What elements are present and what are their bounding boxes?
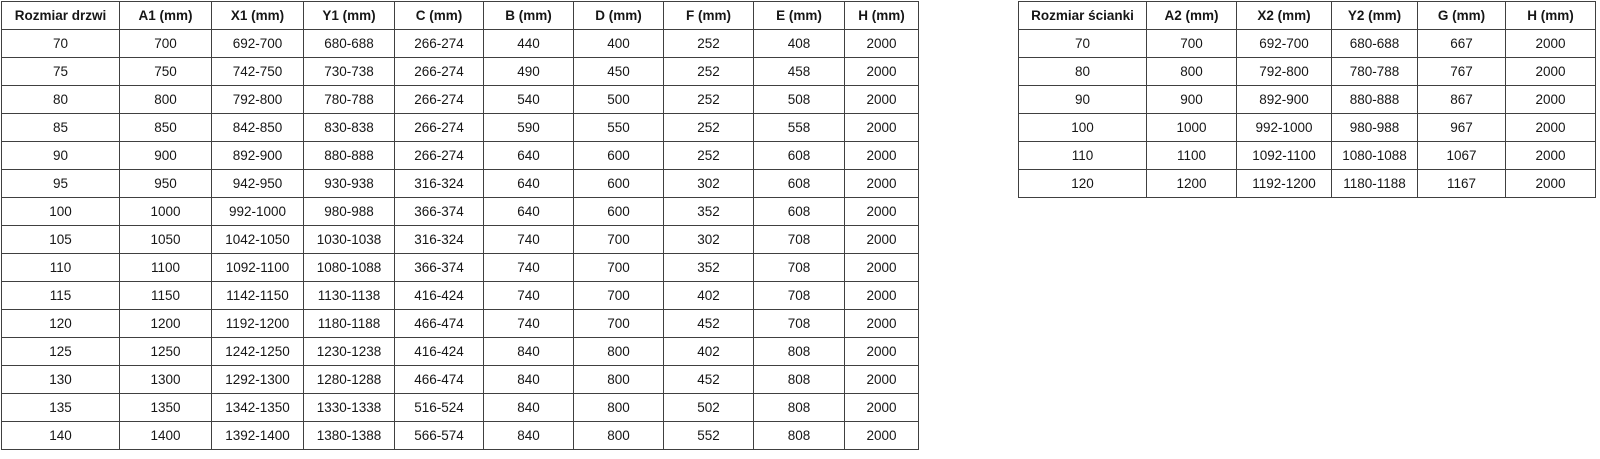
wall-table-cell: 2000 bbox=[1506, 86, 1596, 114]
wall-table-row bbox=[1019, 114, 1596, 142]
wall-table-cell: 667 bbox=[1418, 30, 1506, 58]
door-table-header: F (mm) bbox=[664, 2, 754, 30]
door-table-cell: 700 bbox=[574, 282, 664, 310]
wall-table-cell: 1100 bbox=[1147, 142, 1237, 170]
wall-table-cell: 1167 bbox=[1418, 170, 1506, 198]
door-table-cell: 252 bbox=[664, 86, 754, 114]
door-table-cell: 566-574 bbox=[395, 422, 484, 450]
door-table-cell: 840 bbox=[484, 422, 574, 450]
door-table-cell: 708 bbox=[754, 282, 845, 310]
door-table-cell: 892-900 bbox=[212, 142, 304, 170]
door-table-cell: 135 bbox=[2, 394, 120, 422]
door-table-cell: 950 bbox=[120, 170, 212, 198]
door-table-cell: 1280-1288 bbox=[304, 366, 395, 394]
wall-table-cell: 780-788 bbox=[1332, 58, 1418, 86]
door-table-cell: 700 bbox=[574, 310, 664, 338]
door-table-cell: 800 bbox=[120, 86, 212, 114]
door-table-cell: 266-274 bbox=[395, 30, 484, 58]
door-table-cell: 400 bbox=[574, 30, 664, 58]
wall-table-row bbox=[1019, 142, 1596, 170]
wall-table-header: Rozmiar ścianki bbox=[1019, 2, 1147, 30]
door-table-cell: 130 bbox=[2, 366, 120, 394]
door-table-cell: 830-838 bbox=[304, 114, 395, 142]
wall-table-row bbox=[1019, 30, 1596, 58]
wall-table-cell: 2000 bbox=[1506, 30, 1596, 58]
door-table-cell: 125 bbox=[2, 338, 120, 366]
door-table-cell: 930-938 bbox=[304, 170, 395, 198]
wall-table-cell: 120 bbox=[1019, 170, 1147, 198]
door-table-cell: 80 bbox=[2, 86, 120, 114]
door-table-row bbox=[2, 422, 919, 450]
door-table-cell: 508 bbox=[754, 86, 845, 114]
door-table-cell: 550 bbox=[574, 114, 664, 142]
door-table-cell: 780-788 bbox=[304, 86, 395, 114]
door-table-cell: 840 bbox=[484, 366, 574, 394]
wall-table-cell: 980-988 bbox=[1332, 114, 1418, 142]
door-table-cell: 402 bbox=[664, 282, 754, 310]
door-table-cell: 402 bbox=[664, 338, 754, 366]
door-table-header: D (mm) bbox=[574, 2, 664, 30]
door-table-cell: 1380-1388 bbox=[304, 422, 395, 450]
door-table-cell: 1242-1250 bbox=[212, 338, 304, 366]
door-table-cell: 452 bbox=[664, 310, 754, 338]
wall-table-cell: 800 bbox=[1147, 58, 1237, 86]
door-table-cell: 800 bbox=[574, 366, 664, 394]
wall-table-cell: 2000 bbox=[1506, 142, 1596, 170]
door-table-row bbox=[2, 394, 919, 422]
door-table-cell: 1050 bbox=[120, 226, 212, 254]
door-table-cell: 1350 bbox=[120, 394, 212, 422]
door-sizes-table bbox=[1, 1, 919, 450]
door-table-cell: 2000 bbox=[845, 170, 919, 198]
door-table-cell: 800 bbox=[574, 422, 664, 450]
door-table-cell: 115 bbox=[2, 282, 120, 310]
door-table-cell: 942-950 bbox=[212, 170, 304, 198]
door-table-cell: 1400 bbox=[120, 422, 212, 450]
wall-table-cell: 767 bbox=[1418, 58, 1506, 86]
door-table-cell: 740 bbox=[484, 282, 574, 310]
door-table-cell: 1030-1038 bbox=[304, 226, 395, 254]
door-table-cell: 302 bbox=[664, 226, 754, 254]
door-table-cell: 708 bbox=[754, 226, 845, 254]
door-table-cell: 2000 bbox=[845, 254, 919, 282]
door-table-cell: 900 bbox=[120, 142, 212, 170]
door-table-cell: 366-374 bbox=[395, 254, 484, 282]
door-table-cell: 1180-1188 bbox=[304, 310, 395, 338]
door-table-cell: 266-274 bbox=[395, 58, 484, 86]
door-table-cell: 266-274 bbox=[395, 114, 484, 142]
door-table-cell: 105 bbox=[2, 226, 120, 254]
door-table-cell: 316-324 bbox=[395, 170, 484, 198]
door-table-cell: 416-424 bbox=[395, 282, 484, 310]
wall-table-cell: 70 bbox=[1019, 30, 1147, 58]
door-table-cell: 1392-1400 bbox=[212, 422, 304, 450]
wall-table-cell: 80 bbox=[1019, 58, 1147, 86]
door-table-cell: 2000 bbox=[845, 142, 919, 170]
door-table-cell: 750 bbox=[120, 58, 212, 86]
door-table-cell: 500 bbox=[574, 86, 664, 114]
door-table-cell: 490 bbox=[484, 58, 574, 86]
wall-table-header: Y2 (mm) bbox=[1332, 2, 1418, 30]
door-table-cell: 502 bbox=[664, 394, 754, 422]
door-table-cell: 266-274 bbox=[395, 86, 484, 114]
door-table-cell: 2000 bbox=[845, 422, 919, 450]
door-table-cell: 708 bbox=[754, 310, 845, 338]
door-table-row bbox=[2, 226, 919, 254]
wall-table-cell: 680-688 bbox=[1332, 30, 1418, 58]
door-table-cell: 740 bbox=[484, 226, 574, 254]
wall-table-cell: 900 bbox=[1147, 86, 1237, 114]
door-table-row bbox=[2, 114, 919, 142]
door-table-cell: 252 bbox=[664, 142, 754, 170]
wall-table-cell: 1067 bbox=[1418, 142, 1506, 170]
door-table-cell: 1250 bbox=[120, 338, 212, 366]
door-table-header: H (mm) bbox=[845, 2, 919, 30]
wall-table-header-row bbox=[1019, 2, 1596, 30]
door-table-cell: 1330-1338 bbox=[304, 394, 395, 422]
door-table-header-row bbox=[2, 2, 919, 30]
door-table-cell: 680-688 bbox=[304, 30, 395, 58]
door-table-cell: 452 bbox=[664, 366, 754, 394]
door-table-cell: 850 bbox=[120, 114, 212, 142]
door-table-cell: 808 bbox=[754, 422, 845, 450]
door-table-cell: 808 bbox=[754, 366, 845, 394]
wall-table-header: X2 (mm) bbox=[1237, 2, 1332, 30]
wall-table-cell: 90 bbox=[1019, 86, 1147, 114]
door-table-cell: 252 bbox=[664, 30, 754, 58]
door-table-cell: 458 bbox=[754, 58, 845, 86]
door-table-header: Y1 (mm) bbox=[304, 2, 395, 30]
door-table-header: E (mm) bbox=[754, 2, 845, 30]
wall-table-cell: 1200 bbox=[1147, 170, 1237, 198]
door-table-cell: 366-374 bbox=[395, 198, 484, 226]
door-table-cell: 700 bbox=[120, 30, 212, 58]
door-table-cell: 110 bbox=[2, 254, 120, 282]
door-table-cell: 552 bbox=[664, 422, 754, 450]
door-table-cell: 75 bbox=[2, 58, 120, 86]
door-table-cell: 2000 bbox=[845, 86, 919, 114]
door-table-cell: 302 bbox=[664, 170, 754, 198]
door-table-cell: 70 bbox=[2, 30, 120, 58]
door-table-cell: 708 bbox=[754, 254, 845, 282]
door-table-header: B (mm) bbox=[484, 2, 574, 30]
door-table-cell: 1200 bbox=[120, 310, 212, 338]
door-table-cell: 692-700 bbox=[212, 30, 304, 58]
wall-table-cell: 892-900 bbox=[1237, 86, 1332, 114]
wall-table-cell: 692-700 bbox=[1237, 30, 1332, 58]
door-table-cell: 1292-1300 bbox=[212, 366, 304, 394]
door-table-cell: 540 bbox=[484, 86, 574, 114]
door-table-cell: 800 bbox=[574, 394, 664, 422]
door-table-cell: 2000 bbox=[845, 30, 919, 58]
door-table-cell: 416-424 bbox=[395, 338, 484, 366]
door-table-cell: 590 bbox=[484, 114, 574, 142]
door-table-cell: 352 bbox=[664, 254, 754, 282]
wall-table-row bbox=[1019, 58, 1596, 86]
door-table-cell: 352 bbox=[664, 198, 754, 226]
door-table-cell: 792-800 bbox=[212, 86, 304, 114]
door-table-cell: 558 bbox=[754, 114, 845, 142]
door-table-row bbox=[2, 58, 919, 86]
door-table-cell: 2000 bbox=[845, 394, 919, 422]
wall-table-cell: 1000 bbox=[1147, 114, 1237, 142]
door-table-cell: 640 bbox=[484, 170, 574, 198]
door-table-cell: 880-888 bbox=[304, 142, 395, 170]
door-table-row bbox=[2, 366, 919, 394]
wall-table-header: H (mm) bbox=[1506, 2, 1596, 30]
door-table-row bbox=[2, 86, 919, 114]
wall-table-cell: 700 bbox=[1147, 30, 1237, 58]
door-table-cell: 85 bbox=[2, 114, 120, 142]
door-table-header: X1 (mm) bbox=[212, 2, 304, 30]
door-table-cell: 1092-1100 bbox=[212, 254, 304, 282]
door-table-header: C (mm) bbox=[395, 2, 484, 30]
door-table-cell: 120 bbox=[2, 310, 120, 338]
wall-table-cell: 792-800 bbox=[1237, 58, 1332, 86]
door-table-cell: 600 bbox=[574, 198, 664, 226]
door-table-cell: 2000 bbox=[845, 226, 919, 254]
door-table-cell: 1300 bbox=[120, 366, 212, 394]
wall-table-header: G (mm) bbox=[1418, 2, 1506, 30]
door-table-cell: 252 bbox=[664, 58, 754, 86]
door-table-row bbox=[2, 282, 919, 310]
door-table-cell: 450 bbox=[574, 58, 664, 86]
door-table-cell: 608 bbox=[754, 198, 845, 226]
door-table-cell: 90 bbox=[2, 142, 120, 170]
door-table-cell: 808 bbox=[754, 338, 845, 366]
door-table-cell: 608 bbox=[754, 142, 845, 170]
wall-table-cell: 992-1000 bbox=[1237, 114, 1332, 142]
door-table-header: A1 (mm) bbox=[120, 2, 212, 30]
door-table-cell: 95 bbox=[2, 170, 120, 198]
door-table-cell: 640 bbox=[484, 198, 574, 226]
door-table-cell: 2000 bbox=[845, 366, 919, 394]
door-table-cell: 2000 bbox=[845, 198, 919, 226]
wall-sizes-table bbox=[1018, 1, 1596, 198]
door-table-cell: 408 bbox=[754, 30, 845, 58]
door-table-cell: 1042-1050 bbox=[212, 226, 304, 254]
door-table-cell: 1000 bbox=[120, 198, 212, 226]
door-table-cell: 1080-1088 bbox=[304, 254, 395, 282]
wall-table-cell: 2000 bbox=[1506, 170, 1596, 198]
door-table-cell: 1130-1138 bbox=[304, 282, 395, 310]
door-table-cell: 640 bbox=[484, 142, 574, 170]
door-table-cell: 700 bbox=[574, 254, 664, 282]
door-table-row bbox=[2, 198, 919, 226]
door-table-cell: 252 bbox=[664, 114, 754, 142]
door-table-cell: 608 bbox=[754, 170, 845, 198]
door-table-cell: 2000 bbox=[845, 114, 919, 142]
door-table-row bbox=[2, 338, 919, 366]
wall-table-header: A2 (mm) bbox=[1147, 2, 1237, 30]
door-table-cell: 742-750 bbox=[212, 58, 304, 86]
door-table-body bbox=[2, 30, 919, 450]
door-table-cell: 842-850 bbox=[212, 114, 304, 142]
door-table-cell: 808 bbox=[754, 394, 845, 422]
door-table-cell: 2000 bbox=[845, 282, 919, 310]
door-table-cell: 600 bbox=[574, 170, 664, 198]
wall-table-cell: 1092-1100 bbox=[1237, 142, 1332, 170]
door-table-cell: 440 bbox=[484, 30, 574, 58]
door-table-cell: 730-738 bbox=[304, 58, 395, 86]
wall-table-cell: 1192-1200 bbox=[1237, 170, 1332, 198]
door-table-cell: 700 bbox=[574, 226, 664, 254]
wall-table-cell: 1080-1088 bbox=[1332, 142, 1418, 170]
wall-table-cell: 110 bbox=[1019, 142, 1147, 170]
door-table-cell: 840 bbox=[484, 394, 574, 422]
door-table-row bbox=[2, 254, 919, 282]
door-table-cell: 100 bbox=[2, 198, 120, 226]
wall-table-cell: 880-888 bbox=[1332, 86, 1418, 114]
door-table-cell: 1142-1150 bbox=[212, 282, 304, 310]
door-table-cell: 840 bbox=[484, 338, 574, 366]
door-table-cell: 140 bbox=[2, 422, 120, 450]
door-table-cell: 316-324 bbox=[395, 226, 484, 254]
wall-table-row bbox=[1019, 86, 1596, 114]
wall-table-cell: 2000 bbox=[1506, 114, 1596, 142]
door-table-cell: 266-274 bbox=[395, 142, 484, 170]
door-table-cell: 466-474 bbox=[395, 366, 484, 394]
door-table-cell: 1230-1238 bbox=[304, 338, 395, 366]
door-table-row bbox=[2, 142, 919, 170]
door-table-cell: 800 bbox=[574, 338, 664, 366]
door-table-row bbox=[2, 170, 919, 198]
wall-table-cell: 100 bbox=[1019, 114, 1147, 142]
wall-table-cell: 1180-1188 bbox=[1332, 170, 1418, 198]
wall-table-cell: 967 bbox=[1418, 114, 1506, 142]
door-table-cell: 1192-1200 bbox=[212, 310, 304, 338]
door-table-cell: 740 bbox=[484, 310, 574, 338]
wall-table-cell: 867 bbox=[1418, 86, 1506, 114]
door-table-cell: 980-988 bbox=[304, 198, 395, 226]
door-table-cell: 600 bbox=[574, 142, 664, 170]
door-table-cell: 1342-1350 bbox=[212, 394, 304, 422]
door-table-row bbox=[2, 30, 919, 58]
door-table-cell: 1100 bbox=[120, 254, 212, 282]
door-table-cell: 516-524 bbox=[395, 394, 484, 422]
door-table-header: Rozmiar drzwi bbox=[2, 2, 120, 30]
wall-table-body bbox=[1019, 30, 1596, 198]
door-table-cell: 740 bbox=[484, 254, 574, 282]
door-table-cell: 2000 bbox=[845, 338, 919, 366]
wall-table-row bbox=[1019, 170, 1596, 198]
door-table-cell: 2000 bbox=[845, 58, 919, 86]
door-table-cell: 992-1000 bbox=[212, 198, 304, 226]
door-table-cell: 1150 bbox=[120, 282, 212, 310]
door-table-cell: 2000 bbox=[845, 310, 919, 338]
door-table-cell: 466-474 bbox=[395, 310, 484, 338]
door-table-row bbox=[2, 310, 919, 338]
wall-table-cell: 2000 bbox=[1506, 58, 1596, 86]
